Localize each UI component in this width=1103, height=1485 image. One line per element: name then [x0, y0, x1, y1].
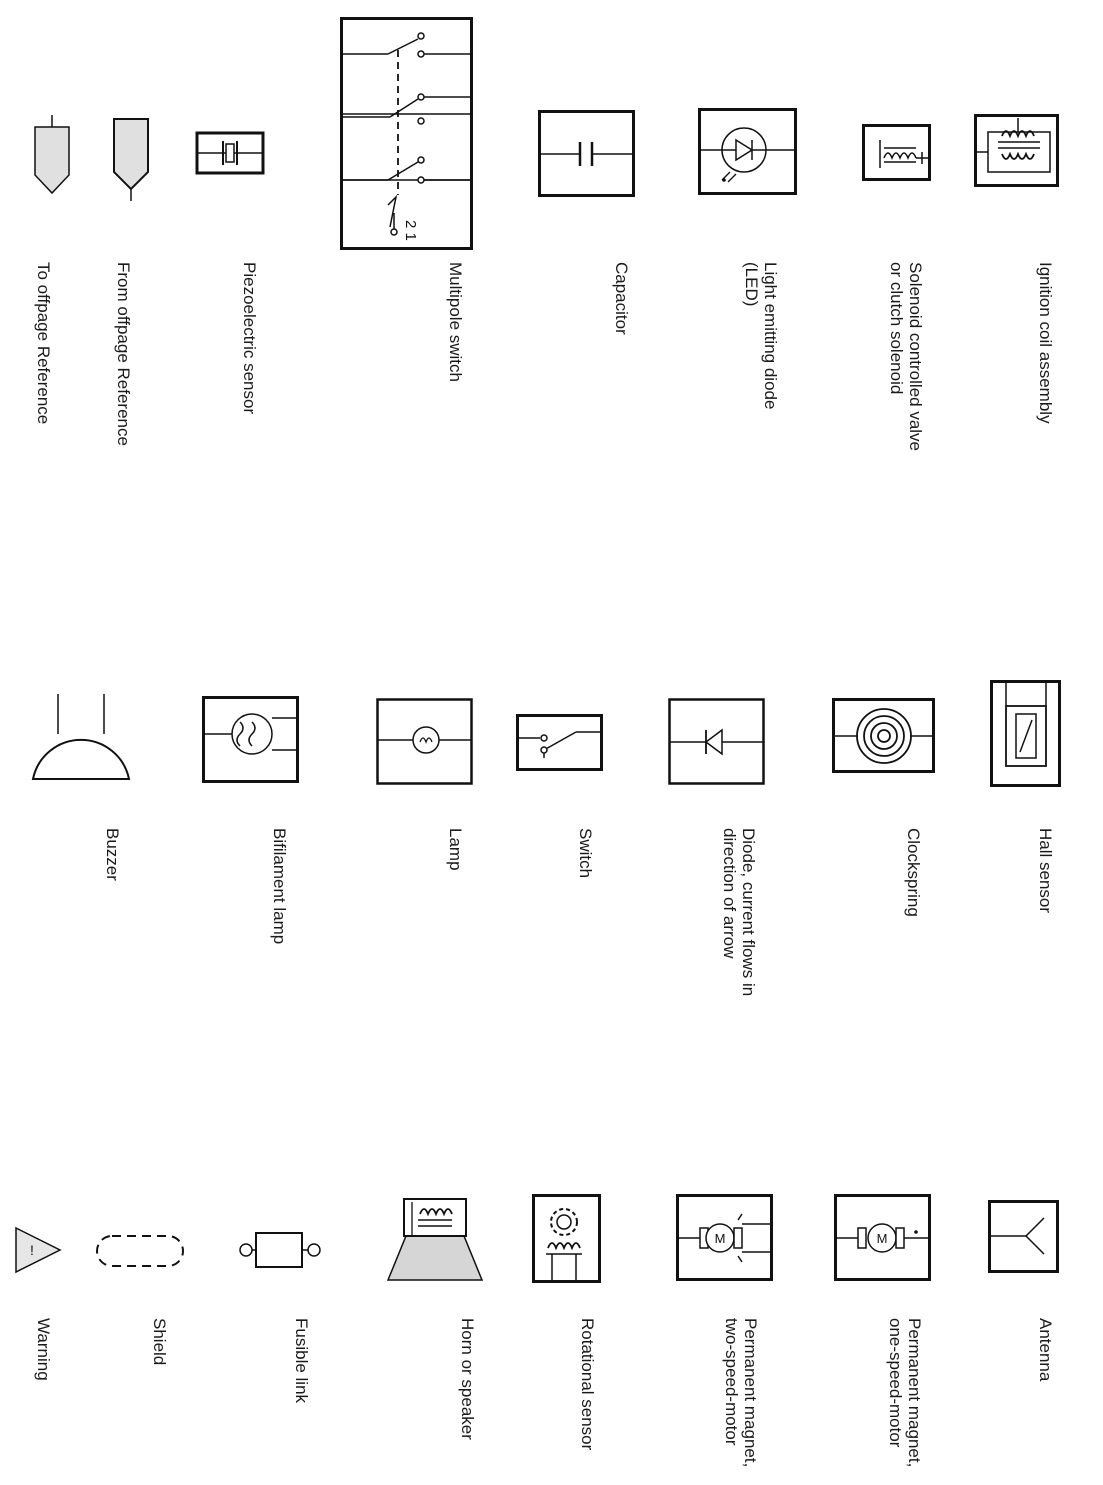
from-offpage-reference-label: From offpage Reference: [114, 262, 133, 446]
pm-one-speed-motor-label: Permanent magnet, one-speed-motor: [886, 1318, 924, 1468]
antenna-symbol: [988, 1200, 1060, 1274]
bifilament-lamp-label: Bifilament lamp: [270, 828, 289, 945]
pm-one-speed-motor-glyph: M: [876, 1231, 888, 1246]
antenna-label: Antenna: [1036, 1318, 1055, 1382]
multiple-switch-label: Multipole switch: [446, 262, 465, 382]
fusible-link-label: Fusible link: [292, 1318, 311, 1404]
ignition-coil-label: Ignition coil assembly: [1036, 262, 1055, 424]
to-offpage-reference-label: To offpage Reference: [34, 262, 53, 425]
pm-two-speed-motor-label: Permanent magnet, two-speed-motor: [722, 1318, 760, 1468]
lamp-symbol: [376, 698, 474, 786]
led-label: Light emitting diode (LED): [742, 262, 780, 410]
hall-sensor-symbol: [990, 680, 1062, 788]
switch-label: Switch: [576, 828, 595, 879]
piezoelectric-sensor-symbol: [196, 132, 266, 176]
diode-label: Diode, current flows in direction of arrow: [720, 828, 758, 997]
clockspring-symbol: [832, 698, 936, 774]
bifilament-lamp-symbol: [202, 696, 300, 784]
capacitor-symbol: [538, 110, 636, 198]
warning-label: Warning: [34, 1318, 53, 1381]
pm-two-speed-motor-glyph: M: [714, 1231, 726, 1246]
multiple-switch-symbol: [340, 17, 474, 251]
capacitor-label: Capacitor: [612, 262, 631, 335]
fusible-link-symbol: [238, 1228, 322, 1272]
pm-two-speed-motor-symbol: [676, 1194, 774, 1282]
from-offpage-reference-symbol: [110, 117, 154, 207]
diode-symbol: [668, 698, 766, 786]
piezoelectric-sensor-label: Piezoelectric sensor: [240, 262, 259, 415]
hall-sensor-label: Hall sensor: [1036, 828, 1055, 914]
solenoid-valve-symbol: [862, 124, 932, 182]
buzzer-symbol: [30, 694, 134, 784]
clockspring-label: Clockspring: [904, 828, 923, 917]
horn-speaker-label: Horn or speaker: [458, 1318, 477, 1440]
lamp-label: Lamp: [446, 828, 465, 871]
shield-symbol: [96, 1234, 184, 1268]
warning-symbol: [14, 1226, 66, 1276]
ignition-coil-symbol: [974, 114, 1060, 188]
to-offpage-reference-symbol: [30, 115, 74, 205]
warning-glyph: !: [30, 1242, 34, 1258]
led-symbol: [698, 108, 798, 196]
buzzer-label: Buzzer: [103, 828, 122, 881]
pm-one-speed-motor-symbol: [834, 1194, 932, 1282]
solenoid-valve-label: Solenoid controlled valve or clutch solenoid: [887, 262, 925, 452]
horn-speaker-symbol: [386, 1196, 486, 1284]
rotational-sensor-symbol: [532, 1194, 602, 1284]
rotational-sensor-label: Rotational sensor: [578, 1318, 597, 1451]
multiple-switch-contact-marks: 2 1: [402, 220, 419, 241]
switch-symbol: [516, 714, 604, 772]
shield-label: Shield: [150, 1318, 169, 1366]
